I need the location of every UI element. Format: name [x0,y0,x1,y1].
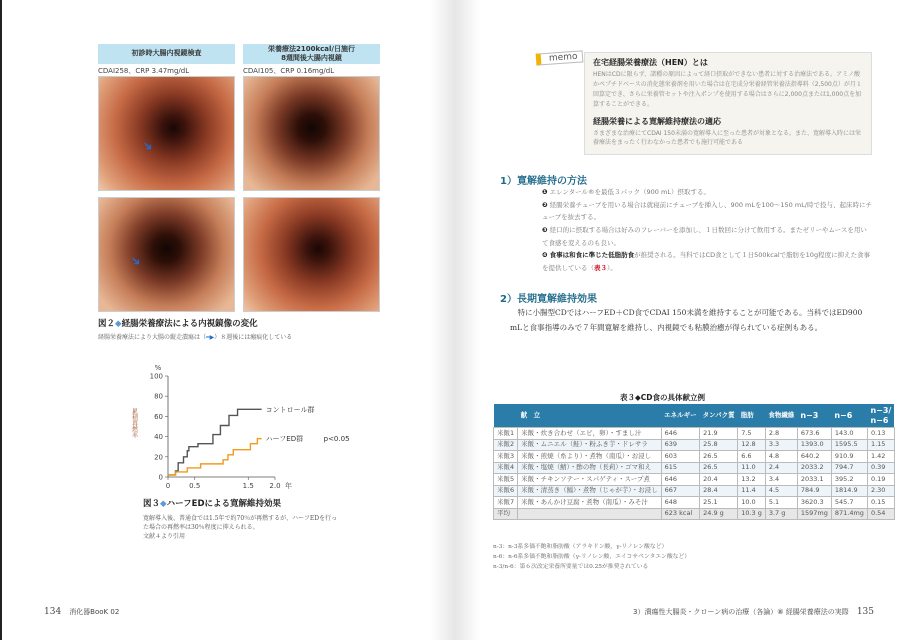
table-cell: 7.5 [738,428,766,440]
column-header: n−3 [797,404,831,428]
table-cell: 640.2 [797,451,831,463]
y-tick-label: 40 [154,433,163,442]
table-cell: 1595.5 [831,439,867,451]
table-cell: 395.2 [831,474,867,486]
table-cell: 1.15 [867,439,894,451]
table-cell: 2.4 [765,462,797,474]
endoscopy-photo-before-1 [98,76,235,191]
legend-label: ハーフED群 [265,435,304,444]
endoscopy-photo-after-2 [243,197,380,312]
fig2-caption: 図２◆経腸栄養療法による内視鏡像の変化 [98,319,258,329]
table-cell: 米飯5 [494,474,518,486]
table-row [494,462,895,474]
table-cell: 0.39 [867,462,894,474]
table-cell: 米飯・あんかけ豆腐・煮物（南瓜）・みそ汁 [518,497,662,509]
fig2-title: 経腸栄養療法による内視鏡像の変化 [121,319,258,329]
item-number: ❷ [542,200,548,209]
x-tick-label: 2.0 [269,482,281,490]
section2-text: 特に小腸型CDではハーフED＋CD食でCDAI 150未満を維持することが可能である。当科ではED900 mLと食事指導のみで７年間寛解を維持し、内視鏡でも粘膜治癒が得られている症例もある。 [510,308,863,332]
endoscopy-photo-after-1 [243,76,380,191]
table-cell: 623 kcal [661,508,700,520]
table-cell: 1393.0 [797,439,831,451]
table-cell: 米飯2 [494,439,518,451]
table-cell: 平均 [494,508,518,520]
fig3-caption: 図３◆ハーフEDによる寛解維持効果 [143,499,282,509]
item-text: が推奨される。当科ではCD食として１日500kcalで脂肪を10g程度に抑えた食事を提供している（ [542,251,871,273]
gutter [430,0,480,640]
table-cell: 6.6 [738,451,766,463]
table-cell: 28.4 [700,485,738,497]
table-note: n-3/n-6：第６次改定栄養所要量では0.25が推奨されている [493,564,649,571]
book-title: 消化器BooK 02 [69,608,120,616]
fig3-ref: 文献４より引用 [143,533,186,540]
table-cell: 667 [661,485,700,497]
table-cell: 3.7 g [765,508,797,520]
x-tick-label: 0.5 [189,482,201,490]
footer-left [36,607,119,617]
table-note: n-3：n-3系多価不飽和脂肪酸（アラキドン酸，γ-リノレン酸など） [493,544,668,550]
column-header: n−6 [831,404,867,428]
page-number-left: 134 [44,607,62,617]
column-header: 脂肪 [738,404,766,428]
y-axis-label: 累積再燃率 [130,408,138,438]
table-cell: 5.1 [765,497,797,509]
relapse-chart [110,360,410,495]
table-cell: 米飯・チキンソテー・スパゲティ・スープ煮 [518,474,662,486]
table-cell: 米飯・ムニエル（鮭）・粉ふき芋・ドレサラ [518,439,662,451]
page-number-right: 135 [856,607,874,617]
y-tick-label: 100 [149,372,163,381]
table-cell: 545.7 [831,497,867,509]
fig2-note [98,333,292,342]
table-cell: 794.7 [831,462,867,474]
memo-title-hen: 在宅経腸栄養療法（HEN）とは [593,58,708,67]
column-header: 食物繊維 [765,404,797,428]
arrow-icon: ➔ [139,137,157,155]
table-cell: 3.4 [765,474,797,486]
y-tick-label: 20 [154,453,163,462]
table-cell: 2033.1 [797,474,831,486]
table-cell: 648 [661,497,700,509]
item-text: エレンタール®を最低３パック（900 mL）摂取する。 [549,188,710,196]
memo-title-indication: 経腸栄養による寛解維持療法の適応 [593,116,721,126]
table-cell: 4.8 [765,451,797,463]
method-item [542,199,872,224]
table-row [494,439,895,451]
y-unit: % [154,364,162,372]
table-cell: 1597mg [797,508,831,520]
method-list [542,186,872,275]
method-item [542,249,872,274]
table-cell: 米飯1 [494,428,518,440]
item-number: ❶ [542,188,548,196]
memo-body-indication: さまざまな治療にてCDAI 150未満の寛解導入に至った患者が対象となる。また、寛解導入時には栄養療法をまったく行わなかった患者でも施行可能である [593,129,861,147]
table-cell: 143.0 [831,428,867,440]
item-text: 経腸栄養チューブを用いる場合は就寝前にチューブを挿入し、900 mLを100～150 mL/時で投与、起床時にチューブを抜去する。 [542,200,873,222]
table-cell: 米飯・塩焼（鯖）・酢の物（長莉）・ゴマ和え [518,462,662,474]
fig3-title: ハーフEDによる寛解維持効果 [166,499,282,509]
table-cell: 0.19 [867,474,894,486]
table-cell: 0.54 [867,508,894,520]
menu-table [493,404,895,520]
table-cell: 13.2 [738,474,766,486]
table-cell: 21.9 [700,428,738,440]
table-cell: 673.6 [797,428,831,440]
table-cell: 2.8 [765,428,797,440]
y-tick-label: 80 [154,392,163,401]
table-cell: 0.13 [867,428,894,440]
fig2-note-a: 経腸栄養療法により大腸の縦走潰瘍は（ [98,334,207,341]
column-header: タンパク質 [700,404,738,428]
table-cell: 米飯・清蒸き（鯔）・煮物（じゃが芋）・お浸し [518,485,662,497]
table-header-row [494,404,895,428]
table-cell: 米飯6 [494,485,518,497]
table-ref-link[interactable]: 表３ [594,264,607,273]
section1-title: 1）寛解維持の方法 [500,176,587,187]
item-text: 経口的に摂取する場合は好みのフレーバーを添加し、１日数回に分けて飲用する。またゼリーやムースを用いて食感を変えるのも良い。 [542,226,867,247]
table-cell: 米飯4 [494,462,518,474]
table-cell: 10.0 [738,497,766,509]
fig3-note-text: 寛解導入後、普通食では1.5年で約70％が再燃するが、ハーフEDを行った場合の再燃率は30％程度に抑えられる。 [143,515,338,531]
item-number: ❹ [542,251,548,260]
column-header [494,404,518,428]
y-tick-label: 60 [154,412,163,421]
page-edge [0,0,2,640]
y-tick-label: 0 [158,473,163,482]
table-cell: 1814.9 [831,485,867,497]
table-cell: 米飯・煎焼（糸より）・煮物（南瓜）・お浸し [518,451,662,463]
endoscopy-photo-before-2 [98,197,235,312]
table-cell: 3.3 [765,439,797,451]
fig3-number: 図３ [143,499,161,509]
photo-header-left: 初診時大腸内視鏡検査 [98,44,235,64]
table-row [494,451,895,463]
table-cell: 26.5 [700,451,738,463]
table-row [494,497,895,509]
table-cell: 639 [661,439,700,451]
table-row [494,508,895,520]
table-cell: 2.30 [867,485,894,497]
fig2-note-b: ）８週後には瘢痕化している [214,334,293,341]
method-item [542,224,872,249]
table-cell: 615 [661,462,700,474]
table-cell: 910.9 [831,451,867,463]
table-cell: 0.15 [867,497,894,509]
p-value-annotation: p<0.05 [323,435,350,444]
table-cell: 米飯7 [494,497,518,509]
memo-box [584,52,872,155]
photo-sub-right: CDAI105、CRP 0.16mg/dL [243,67,335,75]
legend-label: コントロール群 [265,405,315,414]
table-notes [493,542,690,572]
table-cell: 24.9 g [700,508,738,520]
table-cell: 12.8 [738,439,766,451]
table-row [494,474,895,486]
table-cell: 米飯・炊き合わせ（エビ，卵）・すまし汁 [518,428,662,440]
table-cell: 20.4 [700,474,738,486]
x-tick-label: 0 [165,482,171,490]
item-end: ）。 [607,264,617,273]
table-cell: 25.8 [700,439,738,451]
table-cell [518,508,662,520]
chapter-title: 3）潰瘍性大腸炎・クローン病の治療（各論）⑧ 経腸栄養療法の実際 [632,608,849,616]
table-cell: 10.3 g [738,508,766,520]
series-line-half-ed [168,439,262,475]
table-cell: 米飯3 [494,451,518,463]
table-cell: 26.5 [700,462,738,474]
column-header: 献 立 [518,404,662,428]
column-header: n−3/ n−6 [867,404,894,428]
table-cell: 2033.2 [797,462,831,474]
table-cell: 646 [661,428,700,440]
fig3-note [143,514,343,541]
table-cell: 784.9 [797,485,831,497]
table-cell: 646 [661,474,700,486]
photo-sub-left: CDAI258、CRP 3.47mg/dL [98,67,190,75]
table-row [494,485,895,497]
x-unit: 年 [285,482,292,490]
column-header: エネルギー [661,404,700,428]
table-cell: 25.1 [700,497,738,509]
table-cell: 11.4 [738,485,766,497]
arrow-icon: ━▶ [206,334,215,341]
arrow-icon: ➔ [127,252,145,270]
memo-body-hen: HENはCDに限らず、諸種の原因によって経口摂取ができない患者に対する治療法である。アミノ酸かペプチドベースの消化態栄養剤を用いた場合は在宅成分栄養経管栄養法指導料（2,500点）が月１回算定でき、さらに栄養管セットや注入ポンプを使用する場合はさらに2,000点または1,000点を加算することができる。 [593,71,862,108]
table-cell: 1.42 [867,451,894,463]
photo-header-right: 栄養療法2100kcal/日施行 8週間後大腸内視鏡 [243,44,380,64]
section2-title: 2）長期寛解維持効果 [500,294,597,305]
table-note: n-6：n-6系多価不飽和脂肪酸（γ-リノレン酸，エイコサペンタエン酸など） [493,554,691,561]
table-cell: 11.0 [738,462,766,474]
table-cell: 603 [661,451,700,463]
table-cell: 3620.3 [797,497,831,509]
item-number: ❸ [542,226,548,235]
method-item [542,186,872,199]
table3-caption: 表３◆CD食の具体献立例 [620,393,705,402]
x-tick-label: 1.5 [242,482,254,490]
memo-tag: memo [536,50,583,65]
table-row [494,428,895,440]
table-cell: 4.5 [765,485,797,497]
item-bold: 食事は和食に準じた低脂肪食 [549,251,635,260]
table-cell: 871.4mg [831,508,867,520]
footer-right [633,607,882,617]
series-line-control [168,409,262,475]
fig2-number: 図２ [98,319,116,329]
